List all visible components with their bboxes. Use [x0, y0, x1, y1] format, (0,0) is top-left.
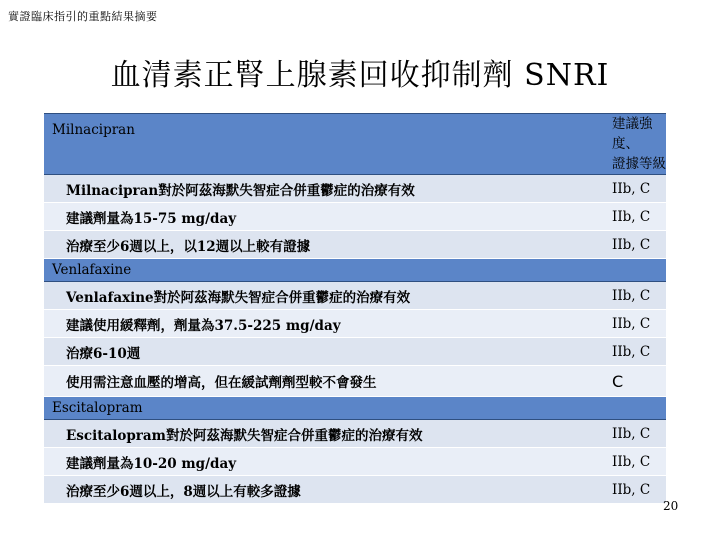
table-row: [44, 282, 666, 310]
recommendation-rating: IIb, C: [608, 338, 666, 366]
table-row: [44, 310, 666, 338]
recommendation-text: 治療至少6週以上，8週以上有較多證據: [44, 476, 608, 504]
recommendation-text: 建議劑量為15-75 mg/day: [44, 203, 608, 231]
recommendation-rating: IIb, C: [608, 476, 666, 504]
table-row: [44, 338, 666, 366]
recommendation-rating: IIb, C: [608, 175, 666, 203]
table-row: [44, 448, 666, 476]
table-row: [44, 231, 666, 259]
recommendation-text: 建議使用緩釋劑，劑量為37.5-225 mg/day: [44, 310, 608, 338]
table-row: [44, 175, 666, 203]
recommendation-text: 使用需注意血壓的增高，但在緩試劑劑型較不會發生: [44, 366, 608, 397]
table-row: [44, 420, 666, 448]
section-header-venlafaxine: [44, 259, 666, 282]
slide-title: 血清素正腎上腺素回收抑制劑 SNRI: [110, 58, 610, 93]
rating-column-header: [608, 114, 666, 175]
table-row: [44, 203, 666, 231]
section-header-escitalopram: [44, 397, 666, 420]
table-row: [44, 476, 666, 504]
recommendation-text: 治療至少6週以上，以12週以上較有證據: [44, 231, 608, 259]
recommendation-rating: IIb, C: [608, 420, 666, 448]
section-name: Venlafaxine: [44, 259, 608, 282]
recommendation-rating: IIb, C: [608, 231, 666, 259]
recommendation-table: [44, 113, 666, 504]
page-number: 20: [663, 499, 679, 513]
recommendation-rating: C: [608, 366, 666, 397]
section-name: Escitalopram: [44, 397, 608, 420]
recommendation-text: Venlafaxine對於阿茲海默失智症合併重鬱症的治療有效: [44, 282, 608, 310]
rating-header-text: 建議強度、 證據等級: [612, 116, 666, 172]
header-label: 實證臨床指引的重點結果摘要: [8, 10, 158, 23]
section-header-milnacipran: [44, 114, 666, 175]
recommendation-rating: IIb, C: [608, 448, 666, 476]
section-name: Milnacipran: [44, 114, 608, 175]
table-row: [44, 366, 666, 397]
recommendation-text: Milnacipran對於阿茲海默失智症合併重鬱症的治療有效: [44, 175, 608, 203]
recommendation-rating: IIb, C: [608, 310, 666, 338]
recommendation-text: 建議劑量為10-20 mg/day: [44, 448, 608, 476]
recommendation-rating: IIb, C: [608, 203, 666, 231]
recommendation-text: 治療6-10週: [44, 338, 608, 366]
recommendation-rating: IIb, C: [608, 282, 666, 310]
recommendation-text: Escitalopram對於阿茲海默失智症合併重鬱症的治療有效: [44, 420, 608, 448]
